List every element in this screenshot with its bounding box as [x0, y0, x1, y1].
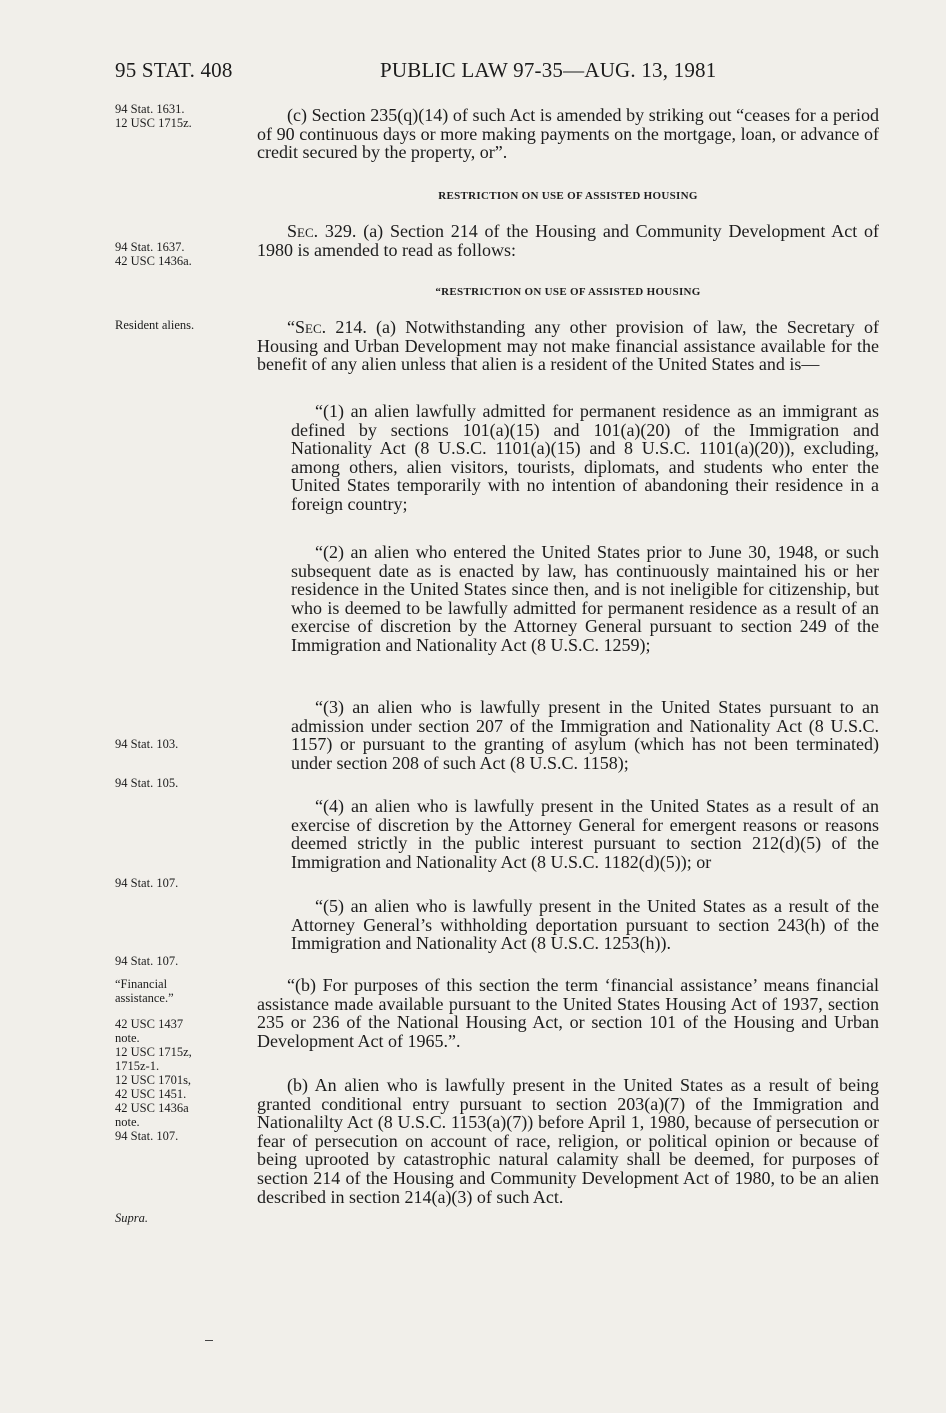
paragraph: (b) An alien who is lawfully present in the United States as a result of being granted conditional entry pursuant to section 203(a)(7) of the Immigration and Nationalilty Act (8 U.S.C. 1153(a)(7)) before April 1, 1980, because of persecution or fear of persecution on account of race, religion, or political opinion or because of being uprooted by catastrophic natural calamity shall be deemed, for purposes of section 214 of the Housing and Community Development Act of 1980, to be an alien described in section 214(a)(3) of such Act.	[257, 1075, 879, 1207]
stat-page-number: 95 STAT. 408	[115, 58, 233, 82]
margin-note: Supra.	[115, 1211, 148, 1225]
margin-note: 42 USC 1437 note. 12 USC 1715z, 1715z-1. 12 USC 1701s, 42 USC 1451. 42 USC 1436a note. 94 Stat. 107.	[115, 1017, 192, 1143]
paragraph: “Sec. 214. (a) Notwithstanding any other provision of law, the Secretary of Housing and Urban Development may not make financial assistance available for the benefit of any alien unless that alien is a resident of the United States and is—	[257, 317, 879, 375]
list-item: “(4) an alien who is lawfully present in the United States as a result of an exercise of discretion by the Attorney General for emergent reasons or reasons deemed strictly in the public interest pursuant to section 212(d)(5) of the Immigration and Nationality Act (8 U.S.C. 1182(d)(5)); or	[291, 796, 879, 872]
page-title: PUBLIC LAW 97-35—AUG. 13, 1981	[380, 58, 717, 82]
margin-note: 94 Stat. 105.	[115, 776, 179, 790]
margin-note: Resident aliens.	[115, 318, 195, 332]
list-item: “(5) an alien who is lawfully present in the United States as a result of the Attorney General’s withholding deportation pursuant to section 243(h) of the Immigration and Nationality Act (8 U.S.C. 1253(h)).	[291, 896, 879, 954]
paragraph: Sec. 329. (a) Section 214 of the Housing and Community Development Act of 1980 is amended to read as follows:	[257, 221, 879, 260]
margin-note: 94 Stat. 1637. 42 USC 1436a.	[115, 240, 192, 268]
paragraph: “(b) For purposes of this section the term ‘financial assistance’ means financial assistance made available pursuant to the United States Housing Act of 1937, section 235 or 236 of the National Housing Act, or section 101 of the Housing and Urban Development Act of 1965.”.	[257, 975, 879, 1051]
list-item: “(1) an alien lawfully admitted for permanent residence as an immigrant as defined by sections 101(a)(15) and 101(a)(20) of the Immigration and Nationality Act (8 U.S.C. 1101(a)(15) and 8 U.S.C. 1101(a)(20)), excluding, among others, alien visitors, tourists, diplomats, and students who enter the United States temporarily with no intention of abandoning their residence in a foreign country;	[291, 401, 879, 514]
scan-mark	[205, 1340, 213, 1341]
margin-note: 94 Stat. 107.	[115, 876, 179, 890]
list-item: “(2) an alien who entered the United States prior to June 30, 1948, or such subsequent date as is enacted by law, has continuously maintained his or her residence in the United States since then, and is not ineligible for citizenship, but who is deemed to be lawfully admitted for permanent residence as a result of an exercise of discretion by the Attorney General pursuant to section 249 of the Immigration and Nationality Act (8 U.S.C. 1259);	[291, 542, 879, 655]
section-heading: “RESTRICTION ON USE OF ASSISTED HOUSING	[435, 286, 701, 298]
section-heading: RESTRICTION ON USE OF ASSISTED HOUSING	[438, 190, 698, 202]
margin-note: 94 Stat. 1631. 12 USC 1715z.	[115, 102, 192, 130]
list-item: “(3) an alien who is lawfully present in the United States pursuant to an admission under section 207 of the Immigration and Nationality Act (8 U.S.C. 1157) or pursuant to the granting of asylum (which has not been terminated) under section 208 of such Act (8 U.S.C. 1158);	[291, 697, 879, 773]
margin-note: 94 Stat. 103.	[115, 737, 179, 751]
margin-note: “Financial assistance.”	[115, 977, 174, 1005]
margin-note: 94 Stat. 107.	[115, 954, 179, 968]
paragraph: (c) Section 235(q)(14) of such Act is amended by striking out “ceases for a period of 90 continuous days or more making payments on the mortgage, loan, or advance of credit secured by the property, or”.	[257, 105, 879, 163]
